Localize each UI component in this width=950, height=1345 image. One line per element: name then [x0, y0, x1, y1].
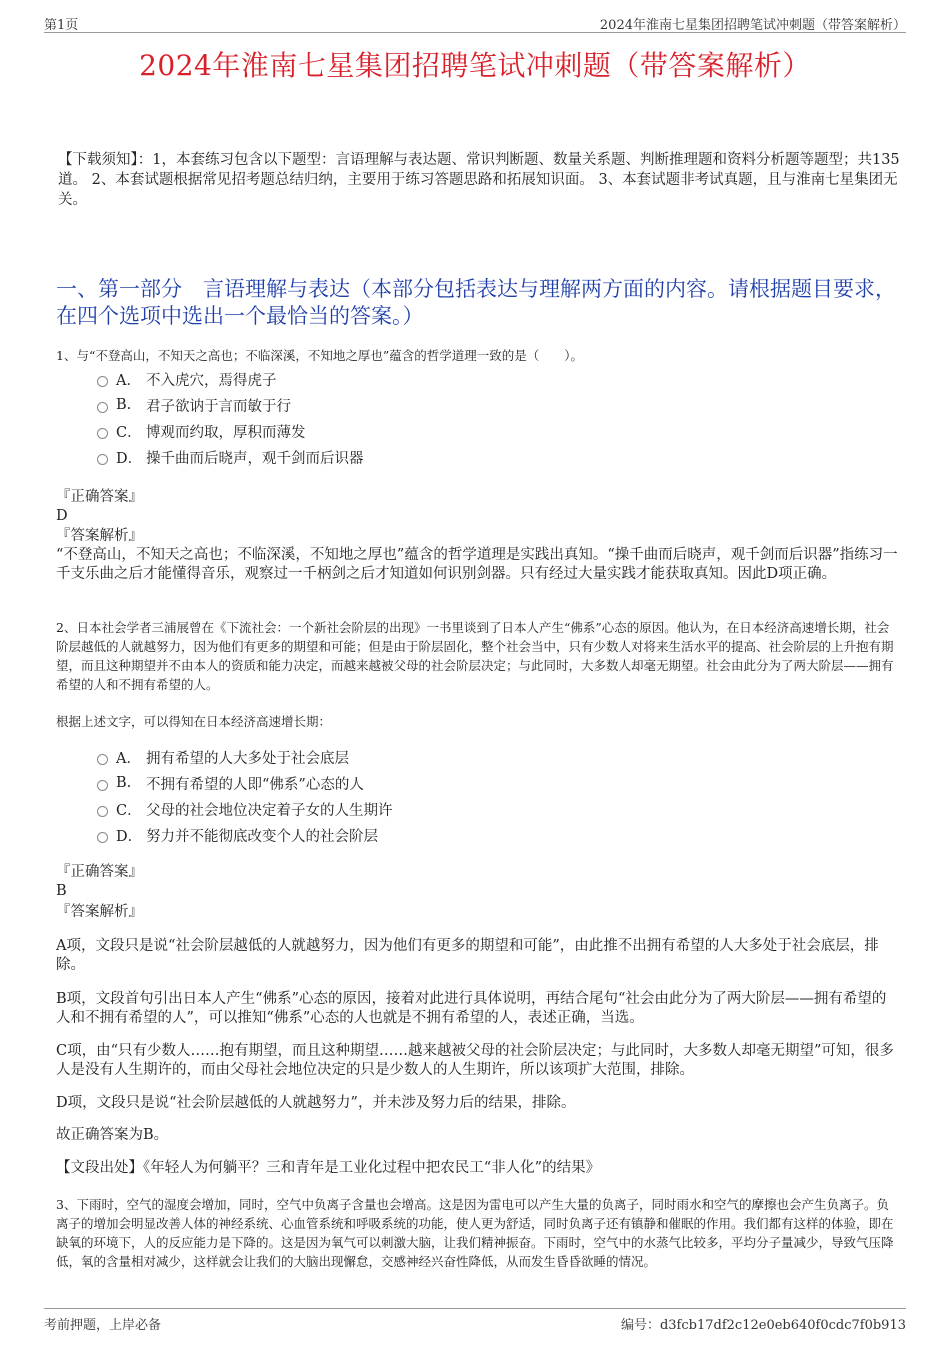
radio-icon[interactable]: [97, 454, 108, 465]
q1-option-a[interactable]: A． 不入虎穴，焉得虎子: [97, 366, 364, 392]
question-2-options: [97, 744, 393, 848]
section-heading: 一、第一部分 言语理解与表达（本部分包括表达与理解两方面的内容。请根据题目要求，在四个选项中选出一个最恰当的答案。）: [56, 277, 896, 328]
radio-icon[interactable]: [97, 402, 108, 413]
q2-analysis-d: D项，文段只是说“社会阶层越低的人就越努力”，并未涉及努力后的结果，排除。: [56, 1095, 576, 1111]
q1-analysis: “不登高山，不知天之高也；不临深溪，不知地之厚也”蕴含的哲学道理是实践出真知。“操千曲而后晓声，观千剑而后识器”指练习一千支乐曲之后才能懂得音乐，观察过一千柄剑之后才知道如何识别剑器。只有经过大量实践才能获取真知。因此D项正确。: [56, 547, 898, 582]
q2-option-c[interactable]: C． 父母的社会地位决定着子女的人生期许: [97, 796, 393, 822]
q2-analysis-a: A项，文段只是说“社会阶层越低的人就越努力，因为他们有更多的期望和可能”，由此推不出拥有希望的人大多处于社会底层，排除。: [56, 938, 879, 973]
footer-slogan: 考前押题，上岸必备: [44, 1318, 162, 1333]
radio-icon[interactable]: [97, 806, 108, 817]
question-2-stem: 2、日本社会学者三浦展曾在《下流社会：一个新社会阶层的出现》一书里谈到了日本人产生“佛系”心态的原因。他认为，在日本经济高速增长期，社会阶层越低的人就越努力，因为他们有更多的期望和可能；但是由于阶层固化，整个社会当中，只有少数人对将来生活水平的提高、社会阶层的上升抱有期望，而且这种期望并不由本人的资质和能力决定，而越来越被父母的社会阶层决定；与此同时，大多数人却毫无期望。社会由此分为了两大阶层——拥有希望的人和不拥有希望的人。: [56, 620, 894, 692]
q2-answer-label: 『正确答案』: [56, 864, 143, 880]
radio-icon[interactable]: [97, 754, 108, 765]
q2-analysis-c: C项，由“只有少数人……抱有期望，而且这种期望……越来越被父母的社会阶层决定；与此同时，大多数人却毫无期望”可知，很多人是没有人生期许的，而由父母社会地位决定的只是少数人的人生期许，所以该项扩大范围，排除。: [56, 1043, 894, 1078]
question-1-options: [97, 366, 364, 470]
document-title: 2024年淮南七星集团招聘笔试冲刺题（带答案解析）: [139, 49, 811, 82]
q1-option-d[interactable]: D． 操千曲而后晓声，观千剑而后识器: [97, 444, 364, 470]
radio-icon[interactable]: [97, 376, 108, 387]
radio-icon[interactable]: [97, 428, 108, 439]
footer-serial: 编号：d3fcb17df2c12e0eb640f0cdc7f0b913: [620, 1318, 906, 1333]
q1-option-c[interactable]: C． 博观而约取，厚积而薄发: [97, 418, 364, 444]
page-footer: [44, 1308, 906, 1333]
q2-option-b[interactable]: B. 不拥有希望的人即“佛系”心态的人: [97, 770, 393, 796]
q2-source: 【文段出处】《年轻人为何躺平？三和青年是工业化过程中把农民工“非人化”的结果》: [56, 1160, 601, 1176]
question-2-prompt: 根据上述文字，可以得知在日本经济高速增长期：: [56, 714, 332, 729]
page-header: [44, 12, 906, 33]
download-notice: 【下载须知】：1，本套练习包含以下题型：言语理解与表达题、常识判断题、数量关系题、判断推理题和资料分析题等题型；共135道。 2、本套试题根据常见招考题总结归纳，主要用于练习答题思路和拓展知识面。 3、本套试题非考试真题，且与淮南七星集团无关。: [58, 152, 900, 208]
page-number: 第1页: [44, 18, 79, 33]
radio-icon[interactable]: [97, 780, 108, 791]
q2-conclusion: 故正确答案为B。: [56, 1127, 169, 1143]
q2-answer: B: [56, 883, 67, 899]
question-1-stem: 1、与“不登高山，不知天之高也；不临深溪，不知地之厚也”蕴含的哲学道理一致的是（ ）。: [56, 348, 583, 363]
q2-analysis-b: B项，文段首句引出日本人产生“佛系”心态的原因，接着对此进行具体说明，再结合尾句“社会由此分为了两大阶层——拥有希望的人和不拥有希望的人”，可以推知“佛系”心态的人也就是不拥有希望的人，表述正确，当选。: [56, 991, 887, 1026]
q1-option-b[interactable]: B. 君子欲讷于言而敏于行: [97, 392, 364, 418]
q1-answer: D: [56, 508, 68, 524]
q2-analysis-label: 『答案解析』: [56, 904, 143, 920]
header-doc-title: 2024年淮南七星集团招聘笔试冲刺题（带答案解析）: [599, 18, 906, 33]
q1-answer-label: 『正确答案』: [56, 489, 143, 505]
radio-icon[interactable]: [97, 832, 108, 843]
q1-analysis-label: 『答案解析』: [56, 528, 143, 544]
question-3-stem: 3、下雨时，空气的湿度会增加，同时，空气中负离子含量也会增高。这是因为雷电可以产生大量的负离子，同时雨水和空气的摩擦也会产生负离子。负离子的增加会明显改善人体的神经系统、心血管系统和呼吸系统的功能，使人更为舒适，同时负离子还有镇静和催眠的作用。我们都有这样的体验，即在缺氧的环境下，人的反应能力是下降的。这是因为氧气可以刺激大脑，让我们精神振奋。下雨时，空气中的水蒸气比较多，平均分子量减少，导致气压降低，氧的含量相对减少，这样就会让我们的大脑出现懈怠，交感神经兴奋性降低，从而发生昏昏欲睡的情况。: [56, 1197, 894, 1269]
q2-option-a[interactable]: A． 拥有希望的人大多处于社会底层: [97, 744, 393, 770]
q2-option-d[interactable]: D． 努力并不能彻底改变个人的社会阶层: [97, 822, 393, 848]
